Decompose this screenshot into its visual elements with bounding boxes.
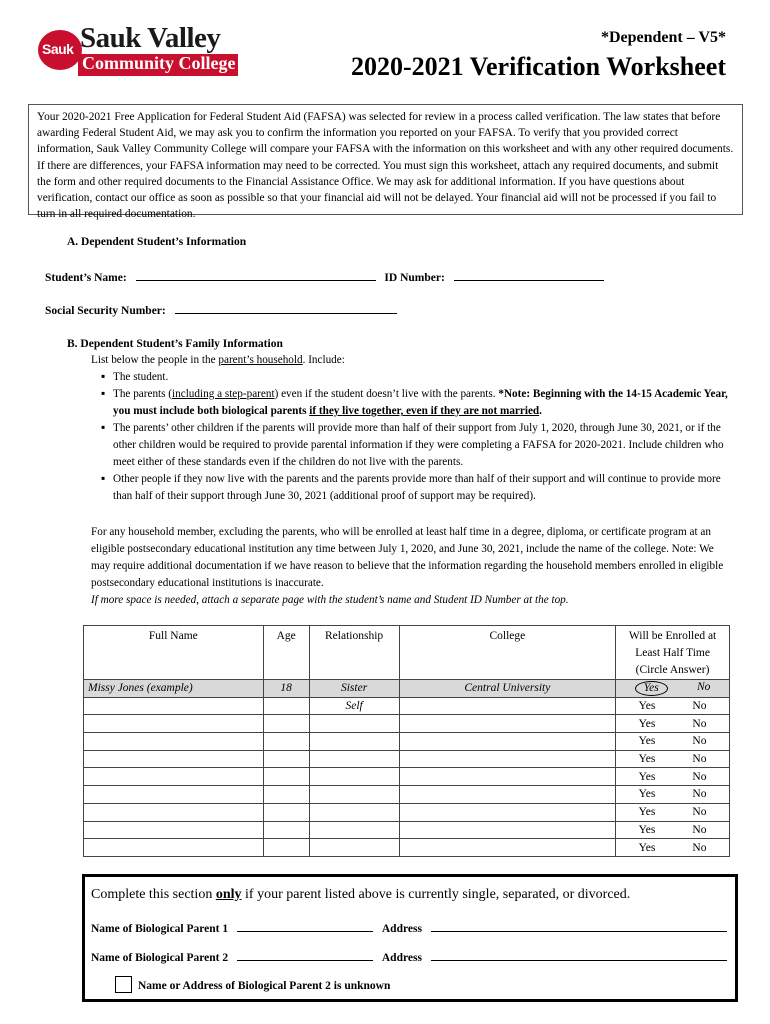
section-b-heading: B. Dependent Student’s Family Information [67,338,283,350]
biological-parent-section [82,874,738,1002]
cell-age: 18 [263,680,309,698]
table-row [84,786,730,804]
cell-age[interactable] [263,839,309,857]
header-age: Age [263,626,309,680]
household-instructions [91,352,731,505]
cell-name[interactable] [84,821,264,839]
cell-college[interactable] [399,786,616,804]
cell-enrolled [616,803,730,821]
section-a-heading: A. Dependent Student’s Information [67,236,247,248]
parent-2-unknown-checkbox[interactable] [115,976,132,993]
list-item [103,386,731,420]
parent-2-unknown-label: Name or Address of Biological Parent 2 is unknown [138,980,391,992]
parent-1-label: Name of Biological Parent 1 [91,923,229,935]
no-option[interactable]: No [692,841,707,854]
parent-section-intro [91,887,630,903]
cell-relationship[interactable] [309,803,399,821]
cell-name[interactable] [84,750,264,768]
cell-name: Missy Jones (example) [84,680,264,698]
ssn-field[interactable] [175,303,397,314]
table-row [84,839,730,857]
document-version: *Dependent – V5* [600,29,726,46]
cell-enrolled [616,697,730,715]
no-option[interactable]: No [692,770,707,783]
student-name-label: Student’s Name: [45,272,127,284]
cell-name[interactable] [84,839,264,857]
intro-suffix: . Include: [302,354,345,366]
no-option[interactable]: No [692,717,707,730]
cell-relationship[interactable] [309,839,399,857]
no-option[interactable]: No [692,823,707,836]
intro-prefix: List below the people in the [91,354,219,366]
bullet2-end: . [539,405,542,417]
cell-name[interactable] [84,715,264,733]
cell-college[interactable] [399,697,616,715]
cell-college[interactable] [399,803,616,821]
cell-college[interactable] [399,768,616,786]
yes-option[interactable]: Yes [638,753,656,766]
list-item: ▪ The student. [103,369,731,386]
table-row [84,821,730,839]
document-title: 2020-2021 Verification Worksheet [350,52,726,81]
yes-option[interactable]: Yes [638,717,656,730]
enrollment-note: For any household member, excluding the parents, who will be enrolled at least half time in a degree, diploma, or certificate program at an eligible postsecondary educational institution any time between July 1, 2020, and June 30, 2021, include the name of the college. Note: We may require additional documentation if we have reason to believe that the information regarding the household members enrolled in eligible postsecondary educational institutions is inaccurate. [91,526,724,589]
cell-relationship[interactable] [309,786,399,804]
parent-2-row [91,950,727,964]
parent-1-address-label: Address [381,923,422,935]
no-option[interactable]: No [692,788,707,801]
cell-age[interactable] [263,750,309,768]
cell-enrolled [616,715,730,733]
intro-text: Complete this section [91,887,216,902]
cell-enrolled [616,750,730,768]
cell-enrolled [616,821,730,839]
list-item: ▪ The parents’ other children if the parents will provide more than half of their support from July 1, 2020, through June 30, 2021, or if the other children would be required to provide parental information if they were completing a FAFSA for 2020-2021. Include children who meet either of these standards even if the children do not live with the parents. [103,420,731,471]
cell-enrolled [616,768,730,786]
table-row [84,803,730,821]
ssn-row [45,303,397,317]
cell-college: Central University [399,680,616,698]
cell-name[interactable] [84,786,264,804]
cell-college[interactable] [399,821,616,839]
table-row [84,768,730,786]
cell-college[interactable] [399,733,616,751]
cell-relationship[interactable] [309,733,399,751]
parent-2-label: Name of Biological Parent 2 [91,952,229,964]
household-table [83,625,730,857]
yes-option[interactable]: Yes [638,788,656,801]
logo-college-subtitle: Community College [82,53,236,73]
college-logo [38,24,238,74]
header-college: College [399,626,616,680]
parent-2-name-field[interactable] [237,950,373,961]
include-list [91,369,731,505]
student-name-field[interactable] [136,270,376,281]
cell-enrolled [616,680,730,698]
parent-1-row [91,921,727,935]
cell-age[interactable] [263,768,309,786]
bullet2-note: *Note: Beginning with the 14-15 Academic Year, you must include both biological parents [113,388,728,417]
header-enrolled: Will be Enrolled at Least Half Time (Circle Answer) [616,626,730,680]
list-item: ▪ Other people if they now live with the parents and the parents provide more than half of their support and will continue to provide more than half of their support through June 30, 2021 (additional proof of support may be required). [103,471,731,505]
cell-college[interactable] [399,750,616,768]
cell-relationship: Sister [309,680,399,698]
extra-space-note: If more space is needed, attach a separate page with the student’s name and Student ID Number at the top. [91,594,569,606]
verification-notice: Your 2020-2021 Free Application for Federal Student Aid (FAFSA) was selected for review in a process called verification. The law states that before awarding Federal Student Aid, we may ask you to confirm the information you reported on your FAFSA. To verify that you provided correct information, Sauk Valley Community College will compare your FAFSA with the information on this worksheet and with any other required documents. If there are differences, your FAFSA information may need to be corrected. You must sign this worksheet, attach any required documents, and submit the form and other required documents to the Financial Assistance Office. We may ask for additional information. If you have questions about verification, contact our office as soon as possible so that your financial aid will not be delayed. Your financial aid will not be processed if you fail to turn in all required documentation. [28,104,743,215]
cell-enrolled [616,733,730,751]
cell-name[interactable] [84,697,264,715]
yes-option[interactable]: Yes [638,823,656,836]
table-row [84,750,730,768]
table-header-row [84,626,730,680]
cell-age[interactable] [263,715,309,733]
cell-relationship[interactable] [309,821,399,839]
enrollment-paragraph [91,524,731,609]
bullet2-text-cont: ) even if the student doesn’t live with the parents. [274,388,499,400]
parent-2-address-label: Address [381,952,422,964]
no-option[interactable]: No [692,735,707,748]
cell-enrolled [616,786,730,804]
cell-relationship[interactable] [309,715,399,733]
cell-name[interactable] [84,768,264,786]
parent-1-name-field[interactable] [237,921,373,932]
cell-age[interactable] [263,803,309,821]
cell-college[interactable] [399,715,616,733]
yes-option[interactable]: Yes [638,700,656,713]
table-row [84,733,730,751]
logo-badge-text: Sauk [42,41,74,57]
intro-text-cont: if your parent listed above is currently single, separated, or divorced. [241,887,631,902]
cell-age[interactable] [263,786,309,804]
cell-age[interactable] [263,733,309,751]
intro-only: only [215,887,242,902]
cell-enrolled [616,839,730,857]
parent-2-address-field[interactable] [431,950,727,961]
id-number-label: ID Number: [384,272,445,284]
cell-age[interactable] [263,821,309,839]
cell-relationship: Self [309,697,399,715]
ssn-label: Social Security Number: [45,305,166,317]
bullet2-underlined: including a step-parent [172,388,275,400]
cell-relationship[interactable] [309,768,399,786]
bullet2-note-underlined: if they live together, even if they are not married [309,405,540,417]
cell-age[interactable] [263,697,309,715]
yes-option[interactable]: Yes [638,806,656,819]
id-number-field[interactable] [454,270,604,281]
bullet2-text: The parents ( [113,388,173,400]
cell-college[interactable] [399,839,616,857]
yes-circled: Yes [635,681,668,696]
parent-1-address-field[interactable] [431,921,727,932]
table-row-example [84,680,730,698]
header-relationship: Relationship [309,626,399,680]
intro-parents-household: parent’s household [218,354,303,366]
no-option[interactable]: No [692,806,707,819]
no-option: No [696,680,711,693]
table-row [84,697,730,715]
student-name-row [45,270,604,284]
table-row [84,715,730,733]
yes-option[interactable]: Yes [638,841,656,854]
cell-name[interactable] [84,733,264,751]
no-option[interactable]: No [692,753,707,766]
no-option[interactable]: No [692,700,707,713]
header-full-name: Full Name [84,626,264,680]
yes-option[interactable]: Yes [638,770,656,783]
yes-option[interactable]: Yes [638,735,656,748]
logo-college-name: Sauk Valley [80,22,221,54]
cell-name[interactable] [84,803,264,821]
household-intro [91,352,731,369]
cell-relationship[interactable] [309,750,399,768]
